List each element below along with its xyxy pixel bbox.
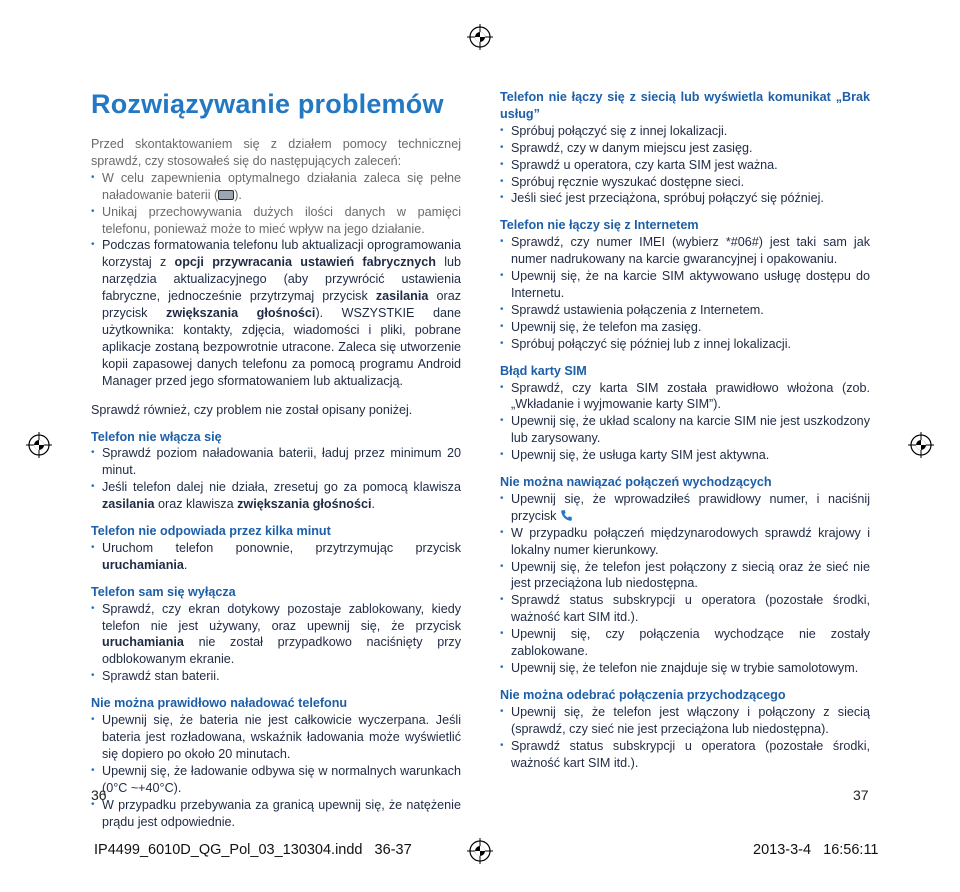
section-list bbox=[91, 712, 461, 830]
list-item: • Sprawdź ustawienia połączenia z Internetem. bbox=[500, 302, 870, 319]
list-item: • Upewnij się, czy połączenia wychodzące nie zostały zablokowane. bbox=[500, 626, 870, 660]
list-item: • Sprawdź status subskrypcji u operatora (pozostałe środki, ważność kart SIM itd.). bbox=[500, 738, 870, 772]
list-item: • Sprawdź, czy w danym miejscu jest zasięg. bbox=[500, 140, 870, 157]
footer-timestamp: 2013-3-4 16:56:11 bbox=[753, 842, 879, 858]
list-item: • Jeśli sieć jest przeciążona, spróbuj połączyć się później. bbox=[500, 190, 870, 207]
section-list bbox=[500, 123, 870, 208]
list-item: • Upewnij się, że wprowadziłeś prawidłowy numer, i naciśnij przycisk bbox=[500, 491, 870, 525]
list-item: • Spróbuj połączyć się z innej lokalizacji. bbox=[500, 123, 870, 140]
page-title: Rozwiązywanie problemów bbox=[91, 89, 444, 119]
section-list bbox=[91, 445, 461, 513]
list-item: • Uruchom telefon ponownie, przytrzymując przycisk uruchamiania. bbox=[91, 540, 461, 574]
list-item: • Upewnij się, że usługa karty SIM jest aktywna. bbox=[500, 447, 870, 464]
page-number-left: 36 bbox=[91, 787, 107, 803]
section-heading: Telefon nie łączy się z Internetem bbox=[500, 218, 699, 233]
list-item: • Sprawdź u operatora, czy karta SIM jest ważna. bbox=[500, 157, 870, 174]
list-item: • Podczas formatowania telefonu lub aktualizacji oprogramowania korzystaj z opcji przywracania ustawień fabrycznych lub narzędzia aktualizacyjnego (aby przywrócić ustawienia fabryczne, jednocześnie przytrzymaj przycisk zasilania oraz przycisk zwiększania głośności). WSZYSTKIE dane użytkownika: kontakty, zdjęcia, wiadomości i pliki, pobrane aplikacje zostaną bezpowrotnie utracone. Zaleca się utworzenie kopii zapasowej danych telefonu za pomocą programu Android Manager przed jego sformatowaniem lub aktualizacją. bbox=[91, 237, 461, 389]
list-item: • Spróbuj połączyć się później lub z innej lokalizacji. bbox=[500, 336, 870, 353]
list-item: • Upewnij się, że ładowanie odbywa się w normalnych warunkach (0°C ~+40°C). bbox=[91, 763, 461, 797]
section-heading: Telefon sam się wyłącza bbox=[91, 584, 236, 599]
right-page bbox=[500, 89, 870, 771]
list-item: • Upewnij się, że telefon ma zasięg. bbox=[500, 319, 870, 336]
section-list bbox=[500, 380, 870, 465]
list-item: • Jeśli telefon dalej nie działa, zresetuj go za pomocą klawisza zasilania oraz klawisza zwiększania głośności. bbox=[91, 479, 461, 513]
intro-list bbox=[91, 170, 461, 390]
list-item: • Sprawdź status subskrypcji u operatora (pozostałe środki, ważność kart SIM itd.). bbox=[500, 592, 870, 626]
intro-paragraph: Przed skontaktowaniem się z działem pomocy technicznej sprawdź, czy stosowałeś się do następujących zaleceń: bbox=[91, 137, 461, 168]
list-item: • Sprawdź, czy ekran dotykowy pozostaje zablokowany, kiedy telefon nie jest używany, oraz upewnij się, że przycisk uruchamiania nie został przypadkowo naciśnięty przy odblokowanym ekranie. bbox=[91, 601, 461, 669]
footer-file-name: IP4499_6010D_QG_Pol_03_130304.indd 36-37 bbox=[94, 842, 412, 858]
list-item: • Sprawdź, czy numer IMEI (wybierz *#06#) jest taki sam jak numer nadrukowany na karcie gwarancyjnej i opakowaniu. bbox=[500, 234, 870, 268]
registration-mark-icon bbox=[908, 432, 934, 458]
section-heading: Nie można nawiązać połączeń wychodzących bbox=[500, 475, 772, 490]
list-item: • Sprawdź poziom naładowania baterii, ładuj przez minimum 20 minut. bbox=[91, 445, 461, 479]
left-page bbox=[91, 88, 461, 830]
list-item: • Upewnij się, że na karcie SIM aktywowano usługę dostępu do Internetu. bbox=[500, 268, 870, 302]
list-item: • Upewnij się, że telefon nie znajduje się w trybie samolotowym. bbox=[500, 660, 870, 677]
section-heading: Telefon nie odpowiada przez kilka minut bbox=[91, 524, 331, 539]
list-item: • Sprawdź, czy karta SIM została prawidłowo włożona (zob. „Wkładanie i wyjmowanie karty SIM”). bbox=[500, 380, 870, 414]
section-heading: Nie można odebrać połączenia przychodzącego bbox=[500, 687, 786, 702]
section-list bbox=[91, 601, 461, 686]
list-item: • Upewnij się, że telefon jest włączony i połączony z siecią (sprawdź, czy sieć nie jest przeciążona lub niedostępna). bbox=[500, 704, 870, 738]
list-item: • W celu zapewnienia optymalnego działania zaleca się pełne naładowanie baterii ( ). bbox=[91, 170, 461, 204]
section-heading: Telefon nie włącza się bbox=[91, 429, 222, 444]
registration-mark-icon bbox=[26, 432, 52, 458]
registration-mark-icon bbox=[467, 838, 493, 864]
list-item: • Upewnij się, że układ scalony na karcie SIM nie jest uszkodzony lub zarysowany. bbox=[500, 413, 870, 447]
section-heading: Błąd karty SIM bbox=[500, 363, 587, 378]
phone-call-icon bbox=[560, 509, 573, 522]
list-item: • Upewnij się, że telefon jest połączony z siecią oraz że sieć nie jest przeciążona lub niedostępna. bbox=[500, 559, 870, 593]
section-heading: Nie można prawidłowo naładować telefonu bbox=[91, 696, 348, 711]
list-item: • Upewnij się, że bateria nie jest całkowicie wyczerpana. Jeśli bateria jest rozładowana, wskaźnik ładowania może wyświetlić się dopiero po około 20 minutach. bbox=[91, 712, 461, 763]
list-item: • W przypadku przebywania za granicą upewnij się, że natężenie prądu jest odpowiednie. bbox=[91, 797, 461, 831]
section-list bbox=[91, 540, 461, 574]
list-item: • Unikaj przechowywania dużych ilości danych w pamięci telefonu, ponieważ może to mieć wpływ na jego działanie. bbox=[91, 204, 461, 238]
list-item: • W przypadku połączeń międzynarodowych sprawdź krajowy i lokalny numer kierunkowy. bbox=[500, 525, 870, 559]
battery-icon bbox=[218, 190, 234, 200]
section-list bbox=[500, 491, 870, 677]
page-number-right: 37 bbox=[853, 787, 869, 803]
section-heading: Telefon nie łączy się z siecią lub wyświetla komunikat „Brak usług” bbox=[500, 90, 870, 121]
list-item: • Sprawdź stan baterii. bbox=[91, 668, 461, 685]
registration-mark-icon bbox=[467, 24, 493, 50]
list-item: • Spróbuj ręcznie wyszukać dostępne sieci. bbox=[500, 174, 870, 191]
check-also-text: Sprawdź również, czy problem nie został opisany poniżej. bbox=[91, 402, 413, 417]
section-list bbox=[500, 704, 870, 772]
section-list bbox=[500, 234, 870, 352]
